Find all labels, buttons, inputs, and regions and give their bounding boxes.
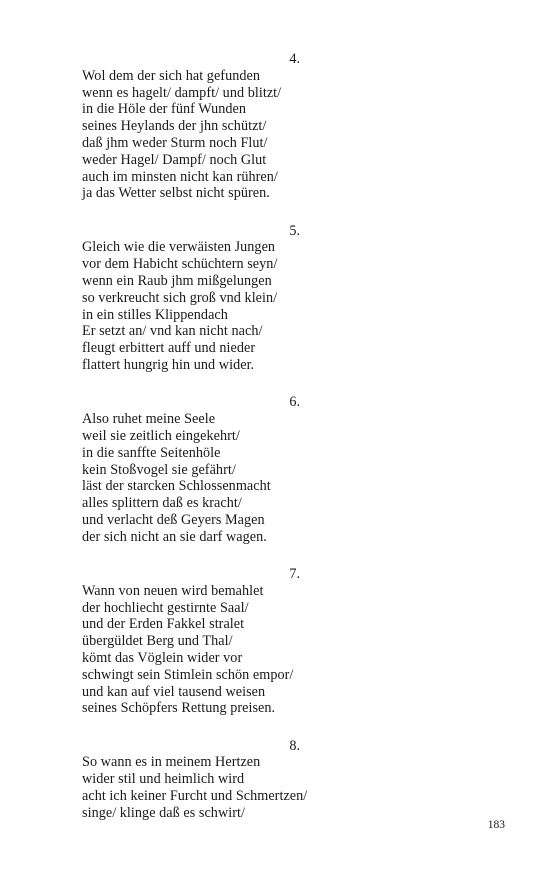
verse-line: in ein stilles Klippendach [82,306,228,323]
verse-line: der sich nicht an sie darf wagen. [82,528,267,545]
verse-line: alles splittern daß es kracht/ [82,495,242,512]
stanza-number: 4. [289,51,300,67]
verse-line: seines Schöpfers Rettung preisen. [82,700,276,717]
verse-line: Er setzt an/ vnd kan nicht nach/ [82,323,263,340]
stanza-number: 6. [289,394,300,411]
stanza-4 [82,51,352,202]
page-number: 183 [487,819,505,831]
verse-line: weil sie zeitlich eingekehrt/ [82,427,240,444]
verse-line: So wann es in meinem Hertzen [82,754,261,771]
verse-line: in die sanffte Seitenhöle [82,444,221,461]
verse-line: in die Höle der fünf Wunden [82,101,247,118]
stanza-number: 8. [289,737,300,754]
poem [82,51,352,842]
stanza-number: 7. [289,566,300,583]
verse-line: Also ruhet meine Seele [82,411,216,428]
verse-line: kömt das Vöglein wider vor [82,650,243,666]
verse-line: daß jhm weder Sturm noch Flut/ [82,134,268,151]
verse-line: flattert hungrig hin und wider. [82,357,255,374]
verse-line: auch im minsten nicht kan rühren/ [82,168,278,185]
verse-line: der hochliecht gestirnte Saal/ [82,599,249,616]
verse-line: schwingt sein Stimlein schön empor/ [82,666,294,683]
verse-line: Wol dem der sich hat gefunden [82,67,260,84]
verse-line: singe/ klinge daß es schwirt/ [82,804,245,821]
verse-line: Wann von neuen wird bemahlet [82,582,264,599]
stanza-5 [82,223,352,374]
verse-line: vor dem Habicht schüchtern seyn/ [82,256,278,273]
verse-line: wenn ein Raub jhm mißgelungen [82,273,272,290]
stanza-7 [82,566,352,717]
verse-line: wenn es hagelt/ dampft/ und blitzt/ [82,84,282,101]
verse-line: ja das Wetter selbst nicht spüren. [82,185,270,202]
stanza-number: 5. [289,222,300,239]
verse-line: und kan auf viel tausend weisen [82,683,266,700]
stanza-8 [82,738,352,822]
verse-line: seines Heylands der jhn schützt/ [82,118,267,135]
verse-line: fleugt erbittert auff und nieder [82,340,256,357]
verse-line: und verlacht deß Geyers Magen [82,511,265,528]
stanza-6 [82,394,352,545]
verse-line: Gleich wie die verwäisten Jungen [82,239,276,256]
verse-line: wider stil und heimlich wird [82,771,245,788]
verse-line: acht ich keiner Furcht und Schmertzen/ [82,788,308,805]
verse-line: kein Stoßvogel sie gefährt/ [82,461,236,478]
verse-line: übergüldet Berg und Thal/ [82,633,233,650]
verse-line: und der Erden Fakkel stralet [82,616,245,633]
verse-line: so verkreucht sich groß vnd klein/ [82,289,278,306]
verse-line: weder Hagel/ Dampf/ noch Glut [82,151,267,168]
verse-line: läst der starcken Schlossenmacht [82,478,271,495]
